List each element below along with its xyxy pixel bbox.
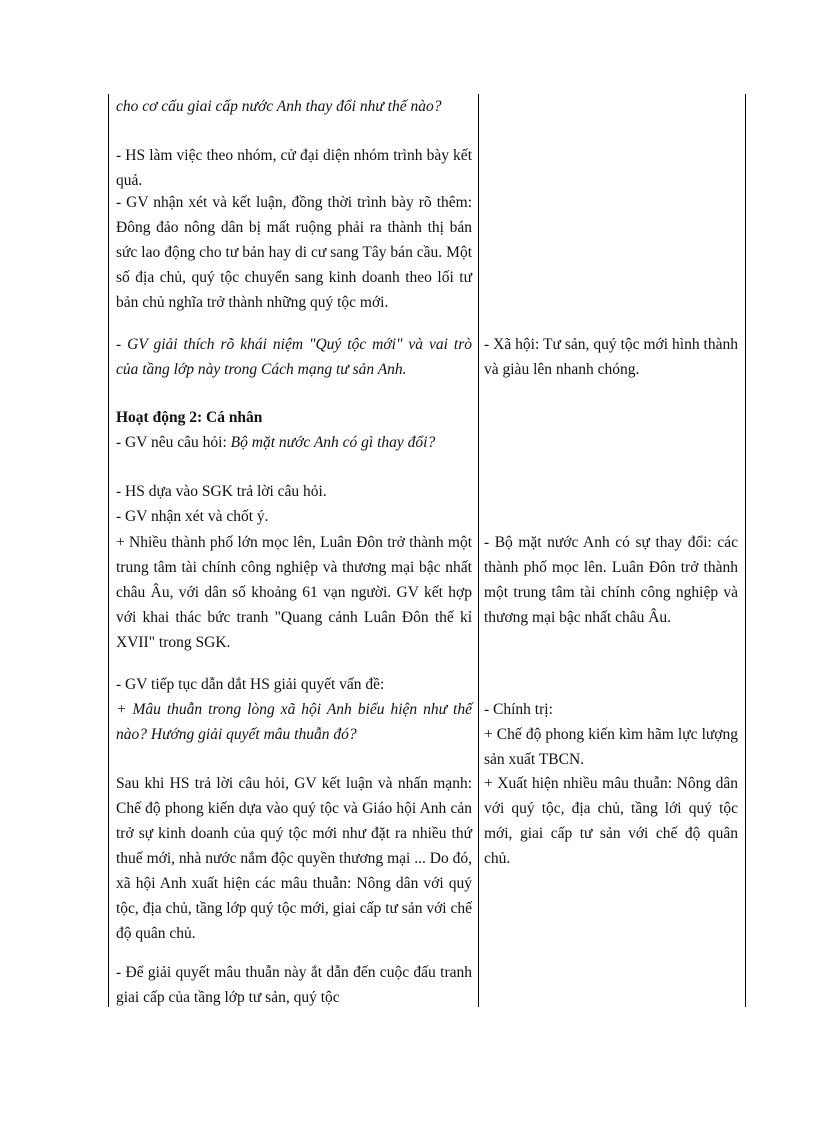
question-continued: cho cơ cấu giai cấp nước Anh thay đổi như thế nào?: [116, 98, 442, 115]
teacher-question-2: [116, 430, 472, 455]
contradictions-note: + Xuất hiện nhiều mâu thuẫn: Nông dân với quý tộc, địa chủ, tầng lới quý tộc mới, giai cấp tư sản với chế độ quân chủ.: [484, 775, 738, 867]
teacher-question-prefix: - GV nêu câu hỏi:: [116, 434, 231, 451]
teacher-summary: - GV nhận xét và chốt ý.: [116, 508, 269, 525]
society-note: - Xã hội: Tư sản, quý tộc mới hình thành và giàu lên nhanh chóng.: [484, 336, 738, 378]
table-border-middle: [478, 94, 479, 1007]
teacher-guides-problem: - GV tiếp tục dẫn dắt HS giải quyết vấn đề:: [116, 676, 385, 693]
resolve-contradiction: - Để giải quyết mâu thuẫn này ắt dẫn đến cuộc đấu tranh giai cấp của tầng lớp tư sản, quý tộc: [116, 964, 472, 1006]
teacher-conclusion-2: Sau khi HS trả lời câu hỏi, GV kết luận và nhấn mạnh: Chế độ phong kiến dựa vào quý tộc và Giáo hội Anh cản trở sự kinh doanh của quý tộc mới như đặt ra nhiều thứ thuế mới, nhà nước nắm độc quyền thương mại ... Do đó, xã hội Anh xuất hiện các mâu thuẫn: Nông dân với quý tộc, địa chủ, tầng lớp quý tộc mới, giai cấp tư sản với chế độ quân chủ.: [116, 775, 472, 942]
table-border-left: [108, 94, 109, 1007]
feudal-restraint-note: + Chế độ phong kiến kìm hãm lực lượng sản xuất TBCN.: [484, 726, 738, 768]
student-group-work: - HS làm việc theo nhóm, cử đại diện nhóm trình bày kết quả.: [116, 147, 472, 189]
students-answer: - HS dựa vào SGK trả lời câu hỏi.: [116, 483, 327, 500]
contradiction-question: + Mâu thuẫn trong lòng xã hội Anh biểu hiện như thế nào? Hướng giải quyết mâu thuẫn đó?: [116, 701, 472, 743]
new-nobility-explanation: - GV giải thích rõ khái niệm "Quý tộc mới" và vai trò của tầng lớp này trong Cách mạng tư sản Anh.: [116, 336, 472, 378]
england-change-note: - Bộ mặt nước Anh có sự thay đổi: các thành phố mọc lên. Luân Đôn trở thành một trung tâm tài chính công nghiệp và thương mại bậc nhất châu Âu.: [484, 534, 738, 626]
teacher-conclusion: - GV nhận xét và kết luận, đồng thời trình bày rõ thêm: Đông đảo nông dân bị mất ruộng phải ra thành thị bán sức lao động cho tư bản hay di cư sang Tây bán cầu. Một số địa chủ, quý tộc chuyển sang kinh doanh theo lối tư bản chủ nghĩa trở thành những quý tộc mới.: [116, 194, 472, 311]
activity-2-heading: Hoạt động 2: Cá nhân: [116, 409, 263, 426]
teacher-question-text: Bộ mặt nước Anh có gì thay đổi?: [230, 434, 436, 451]
london-description: + Nhiều thành phố lớn mọc lên, Luân Đôn trở thành một trung tâm tài chính công nghiệp và thương mại bậc nhất châu Âu, với dân số khoảng 61 vạn người. GV kết hợp với khai thác bức tranh "Quang cảnh Luân Đôn thế kỉ XVII" trong SGK.: [116, 534, 472, 651]
table-border-right: [745, 94, 746, 1007]
politics-heading: - Chính trị:: [484, 701, 553, 718]
